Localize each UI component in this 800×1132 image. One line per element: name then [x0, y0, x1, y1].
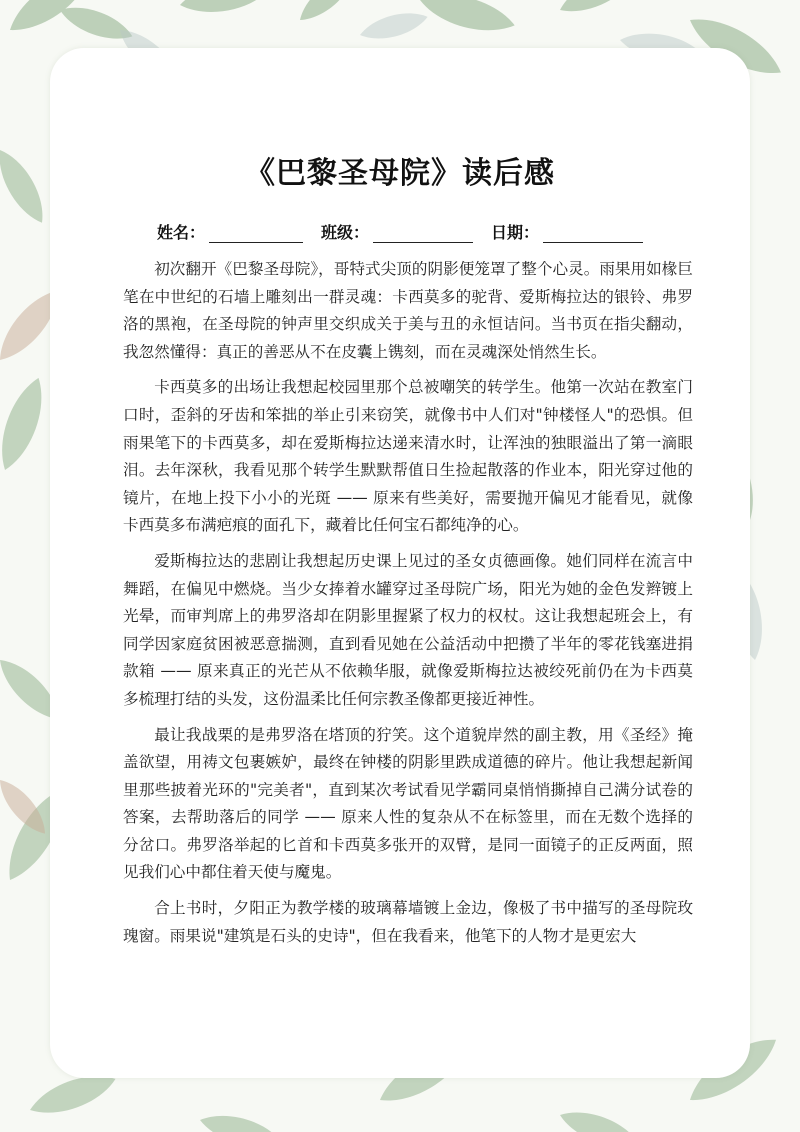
date-field[interactable]: [491, 220, 643, 243]
name-blank-line[interactable]: [209, 226, 303, 243]
paragraph: 初次翻开《巴黎圣母院》，哥特式尖顶的阴影便笼罩了整个心灵。雨果用如椽巨笔在中世纪的石墙上雕刻出一群灵魂：卡西莫多的驼背、爱斯梅拉达的银铃、弗罗洛的黑袍，在圣母院的钟声里交织成关于美与丑的永恒诘问。当书页在指尖翻动，我忽然懂得：真正的善恶从不在皮囊上镌刻，而在灵魂深处悄然生长。: [123, 260, 693, 361]
essay-sheet: [50, 48, 750, 1078]
paragraph: 合上书时，夕阳正为教学楼的玻璃幕墙镀上金边，像极了书中描写的圣母院玫瑰窗。雨果说"建筑是石头的史诗"，但在我看来，他笔下的人物才是更宏大: [123, 899, 693, 945]
name-label: 姓名：: [156, 223, 205, 242]
date-blank-line[interactable]: [543, 226, 643, 243]
name-field[interactable]: [157, 220, 303, 243]
essay-body: [123, 256, 693, 958]
paragraph: 爱斯梅拉达的悲剧让我想起历史课上见过的圣女贞德画像。她们同样在流言中舞蹈，在偏见中燃烧。当少女捧着水罐穿过圣母院广场，阳光为她的金色发辫镀上光晕，而审判席上的弗罗洛却在阴影里握紧了权力的权杖。这让我想起班会上，有同学因家庭贫困被恶意揣测，直到看见她在公益活动中把攒了半年的零花钱塞进捐款箱 —— 原来真正的光芒从不依赖华服，就像爱斯梅拉达被绞死前仍在为卡西莫多梳理打结的头发，这份温柔比任何宗教圣像都更接近神性。: [123, 551, 693, 708]
paragraph: 最让我战栗的是弗罗洛在塔顶的狞笑。这个道貌岸然的副主教，用《圣经》掩盖欲望，用祷文包裹嫉妒，最终在钟楼的阴影里跌成道德的碎片。他让我想起新闻里那些披着光环的"完美者"，直到某次考试看见学霸同桌悄悄撕掉自己满分试卷的答案，去帮助落后的同学 —— 原来人性的复杂从不在标签里，而在无数个选择的分岔口。弗罗洛举起的匕首和卡西莫多张开的双臂，是同一面镜子的正反两面，照见我们心中都住着天使与魔鬼。: [123, 725, 693, 882]
class-blank-line[interactable]: [373, 226, 473, 243]
class-label: 班级：: [320, 223, 369, 242]
page-title: 《巴黎圣母院》读后感: [245, 156, 555, 191]
class-field[interactable]: [321, 220, 473, 243]
paragraph: 卡西莫多的出场让我想起校园里那个总被嘲笑的转学生。他第一次站在教室门口时，歪斜的牙齿和笨拙的举止引来窃笑，就像书中人们对"钟楼怪人"的恐惧。但雨果笔下的卡西莫多，却在爱斯梅拉达递来清水时，让浑浊的独眼溢出了第一滴眼泪。去年深秋，我看见那个转学生默默帮值日生捡起散落的作业本，阳光穿过他的镜片，在地上投下小小的光斑 —— 原来有些美好，需要抛开偏见才能看见，就像卡西莫多布满疤痕的面孔下，藏着比任何宝石都纯净的心。: [123, 378, 693, 535]
student-info-row: [50, 220, 750, 243]
date-label: 日期：: [491, 223, 540, 242]
